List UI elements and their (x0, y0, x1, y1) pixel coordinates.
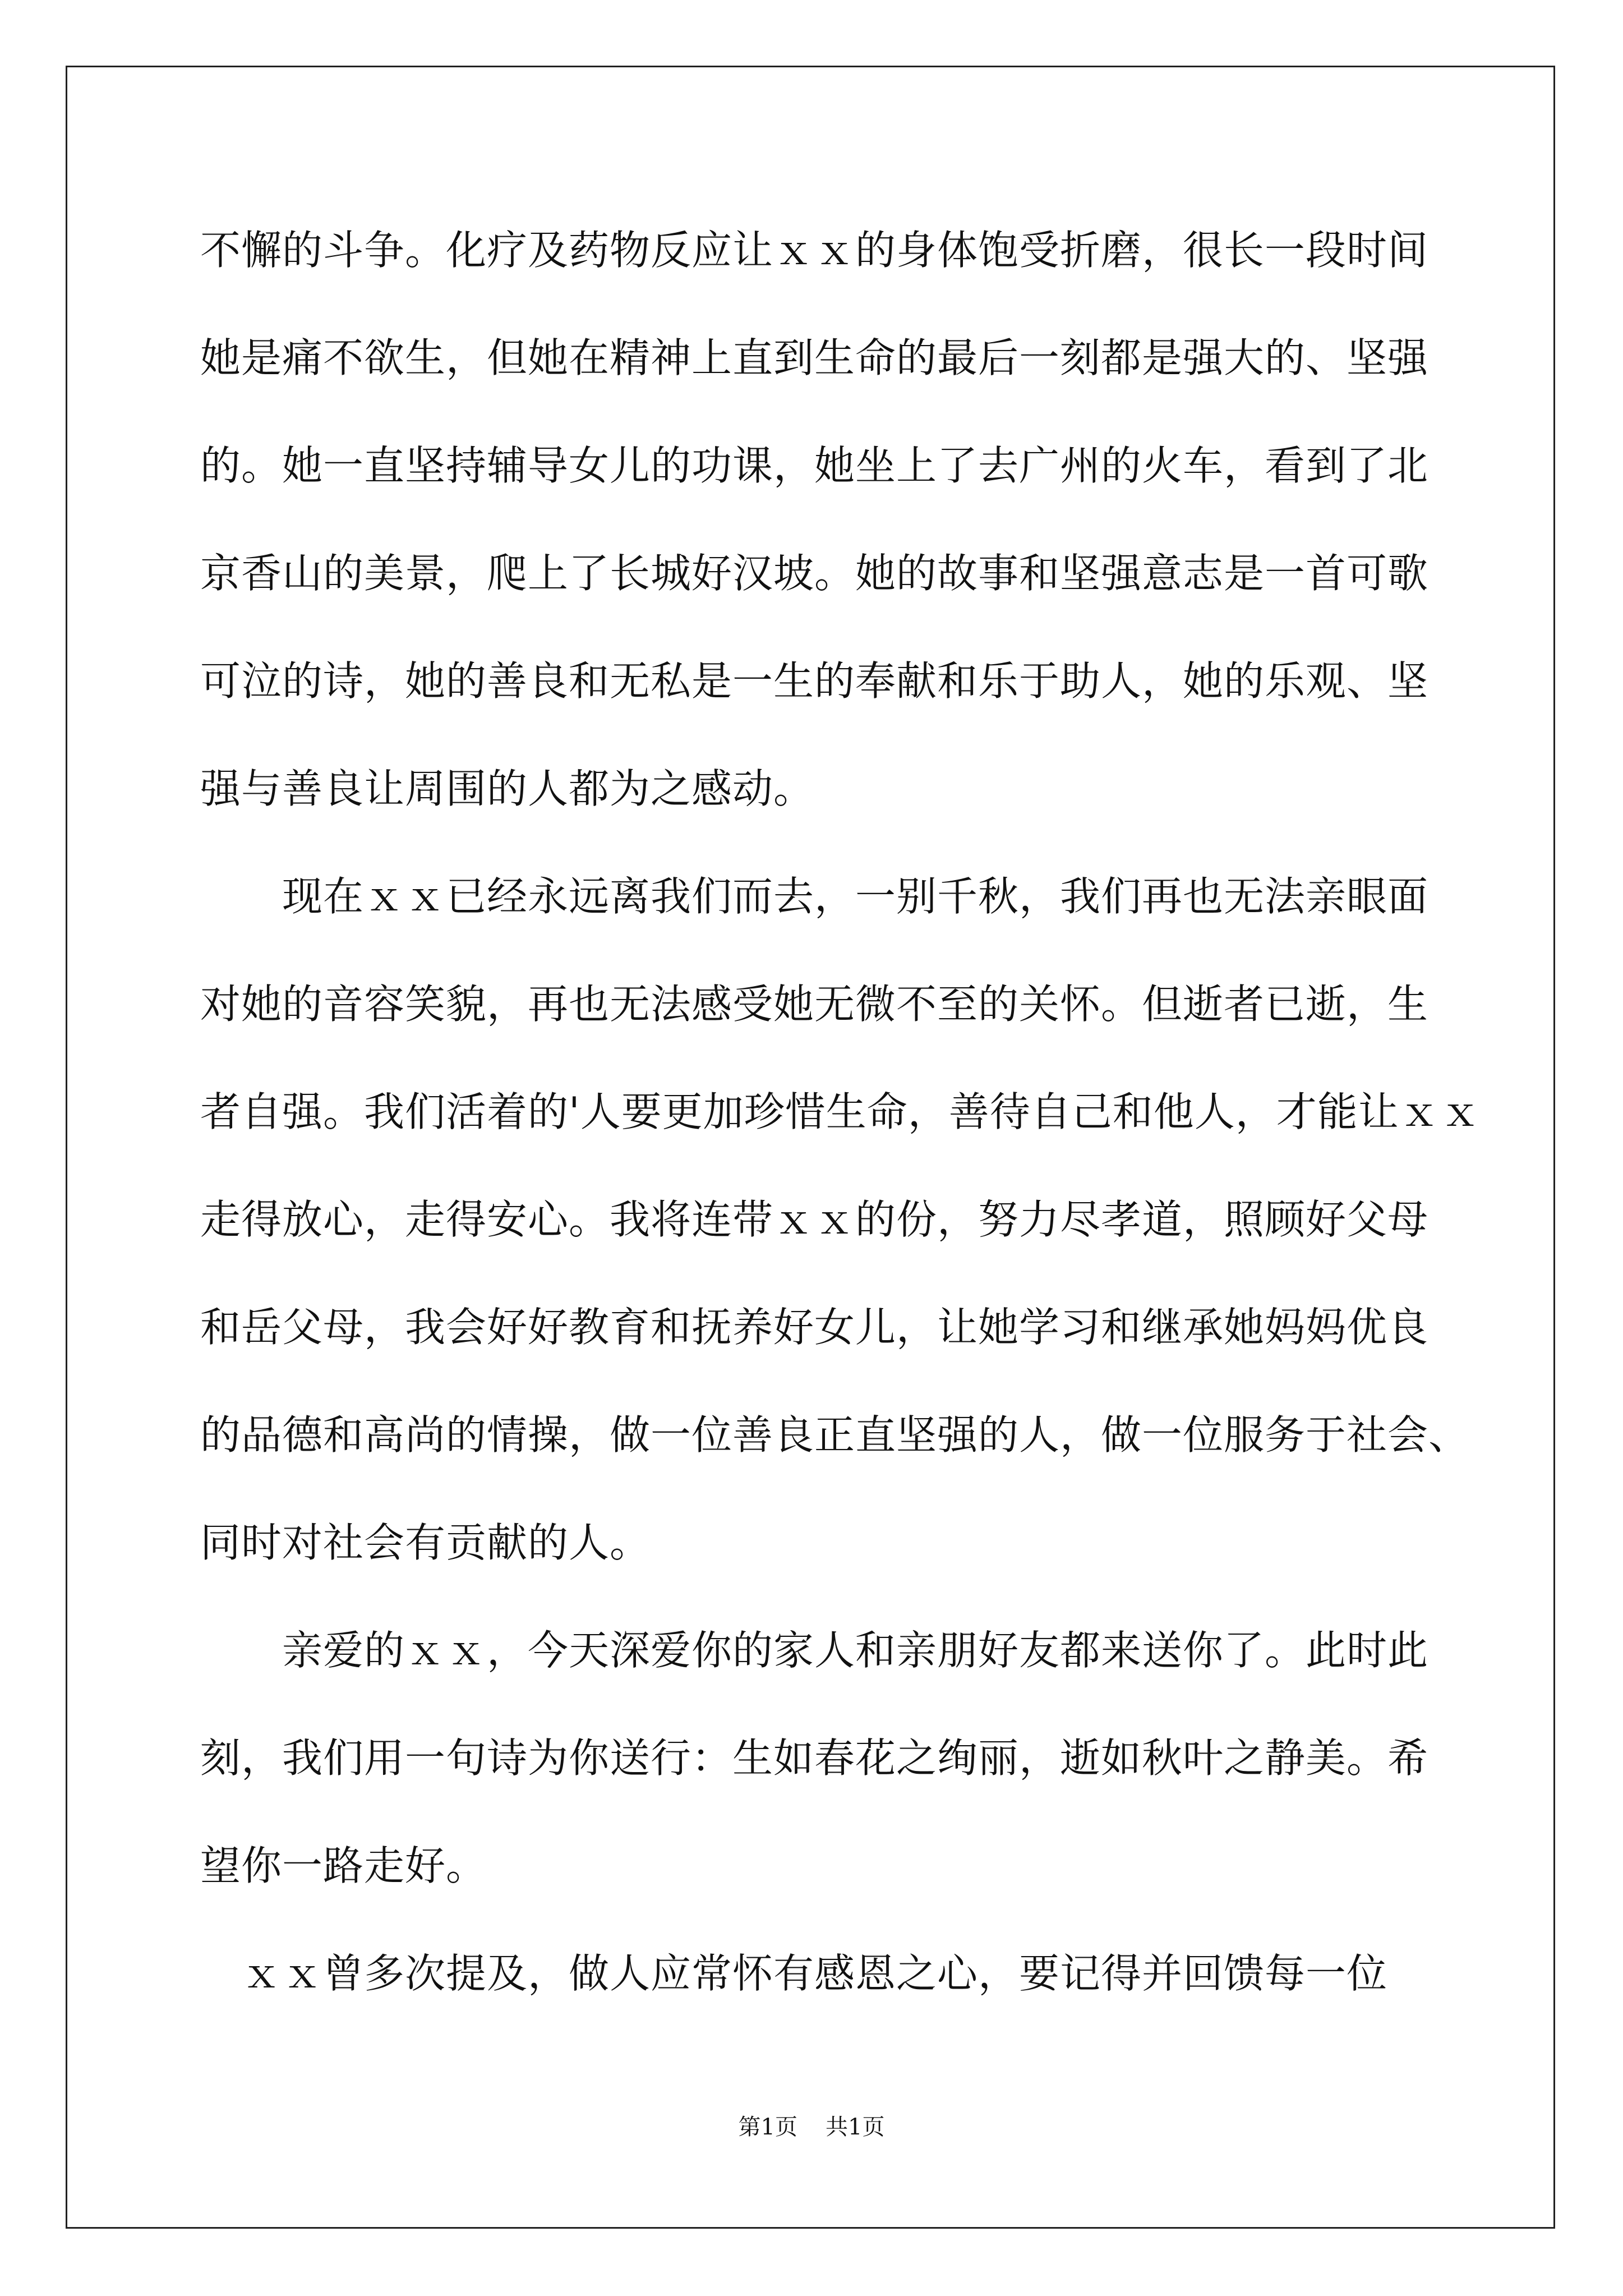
text-line: 者自强。我们活着的'人要更加珍惜生命，善待自己和他人，才能让ｘｘ (200, 1088, 1481, 1135)
text-line: 可泣的诗，她的善良和无私是一生的奉献和乐于助人，她的乐观、坚 (200, 657, 1429, 705)
text-line: 刻，我们用一句诗为你送行：生如春花之绚丽，逝如秋叶之静美。希 (200, 1734, 1429, 1782)
text-line: 走得放心，走得安心。我将连带ｘｘ的份，努力尽孝道，照顾好父母 (200, 1196, 1429, 1243)
text-line: 和岳父母，我会好好教育和抚养好女儿，让她学习和继承她妈妈优良 (200, 1304, 1429, 1351)
text-line: 望你一路走好。 (200, 1842, 487, 1889)
text-line: 的。她一直坚持辅导女儿的功课，她坐上了去广州的火车，看到了北 (200, 442, 1429, 489)
text-line: 不懈的斗争。化疗及药物反应让ｘｘ的身体饱受折磨，很长一段时间 (200, 227, 1429, 274)
document-body (200, 196, 1490, 2027)
text-line: 同时对社会有贡献的人。 (200, 1519, 651, 1566)
text-line: 的品德和高尚的情操，做一位善良正直坚强的人，做一位服务于社会、 (200, 1411, 1470, 1458)
text-line: ｘｘ曾多次提及，做人应常怀有感恩之心，要记得并回馈每一位 (200, 1950, 1388, 1997)
text-line: 强与善良让周围的人都为之感动。 (200, 765, 815, 812)
text-line: 现在ｘｘ已经永远离我们而去，一别千秋，我们再也无法亲眼面 (200, 873, 1429, 920)
page-footer (0, 2109, 1623, 2141)
text-line: 对她的音容笑貌，再也无法感受她无微不至的关怀。但逝者已逝，生 (200, 981, 1429, 1028)
text-line: 京香山的美景，爬上了长城好汉坡。她的故事和坚强意志是一首可歌 (200, 550, 1429, 597)
text-line: 她是痛不欲生，但她在精神上直到生命的最后一刻都是强大的、坚强 (200, 334, 1429, 381)
page-total: 共1页 (826, 2114, 885, 2140)
page-number: 第1页 (738, 2114, 797, 2140)
text-line: 亲爱的ｘｘ，今天深爱你的家人和亲朋好友都来送你了。此时此 (200, 1627, 1429, 1674)
